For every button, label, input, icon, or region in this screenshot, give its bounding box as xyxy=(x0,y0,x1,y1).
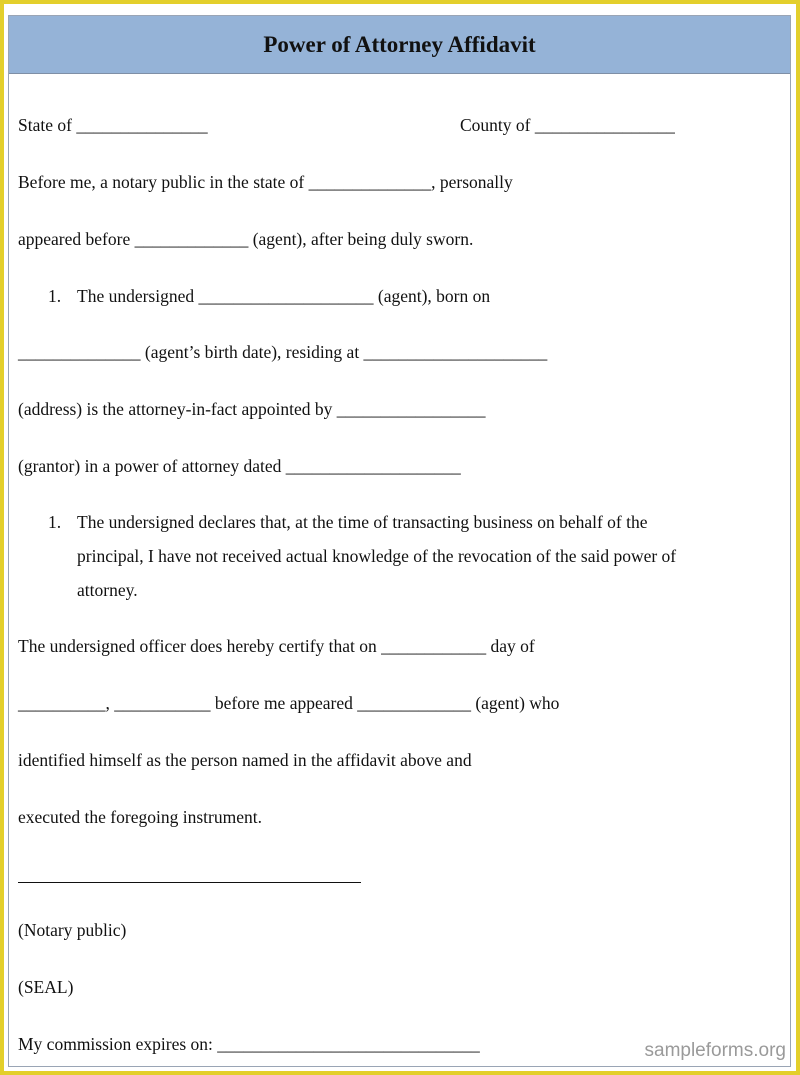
certification-line-3: identified himself as the person named in the affidavit above and xyxy=(18,750,472,770)
state-line: State of _______________ xyxy=(18,115,208,135)
item-2-number: 1. xyxy=(48,512,62,532)
notary-signature-line xyxy=(18,882,361,883)
certification-line-2: __________, ___________ before me appeared _____________ (agent) who xyxy=(18,693,560,713)
paragraph-1-line-1: Before me, a notary public in the state of ______________, personally xyxy=(18,172,513,192)
notary-label: (Notary public) xyxy=(18,920,127,940)
item-2-line-3: attorney. xyxy=(77,580,138,600)
item-1-line-1: The undersigned ____________________ (agent), born on xyxy=(77,286,491,306)
item-2-line-1: The undersigned declares that, at the time of transacting business on behalf of the xyxy=(77,512,648,532)
item-2-line-2: principal, I have not received actual knowledge of the revocation of the said power of xyxy=(77,546,677,566)
county-line: County of ________________ xyxy=(460,115,675,135)
seal-label: (SEAL) xyxy=(18,977,74,997)
item-1-line-3: (address) is the attorney-in-fact appointed by _________________ xyxy=(18,399,486,419)
watermark-text: sampleforms.org xyxy=(644,1040,786,1061)
title-bar xyxy=(9,16,790,74)
certification-line-1: The undersigned officer does hereby certify that on ____________ day of xyxy=(18,636,535,656)
document-title: Power of Attorney Affidavit xyxy=(263,31,536,57)
item-1-line-2: ______________ (agent’s birth date), residing at _____________________ xyxy=(18,342,548,362)
certification-line-4: executed the foregoing instrument. xyxy=(18,807,262,827)
item-1-line-4: (grantor) in a power of attorney dated ____________________ xyxy=(18,456,461,476)
commission-line: My commission expires on: ______________________________ xyxy=(18,1034,480,1054)
item-1-number: 1. xyxy=(48,286,62,306)
paragraph-1-line-2: appeared before _____________ (agent), after being duly sworn. xyxy=(18,229,474,249)
